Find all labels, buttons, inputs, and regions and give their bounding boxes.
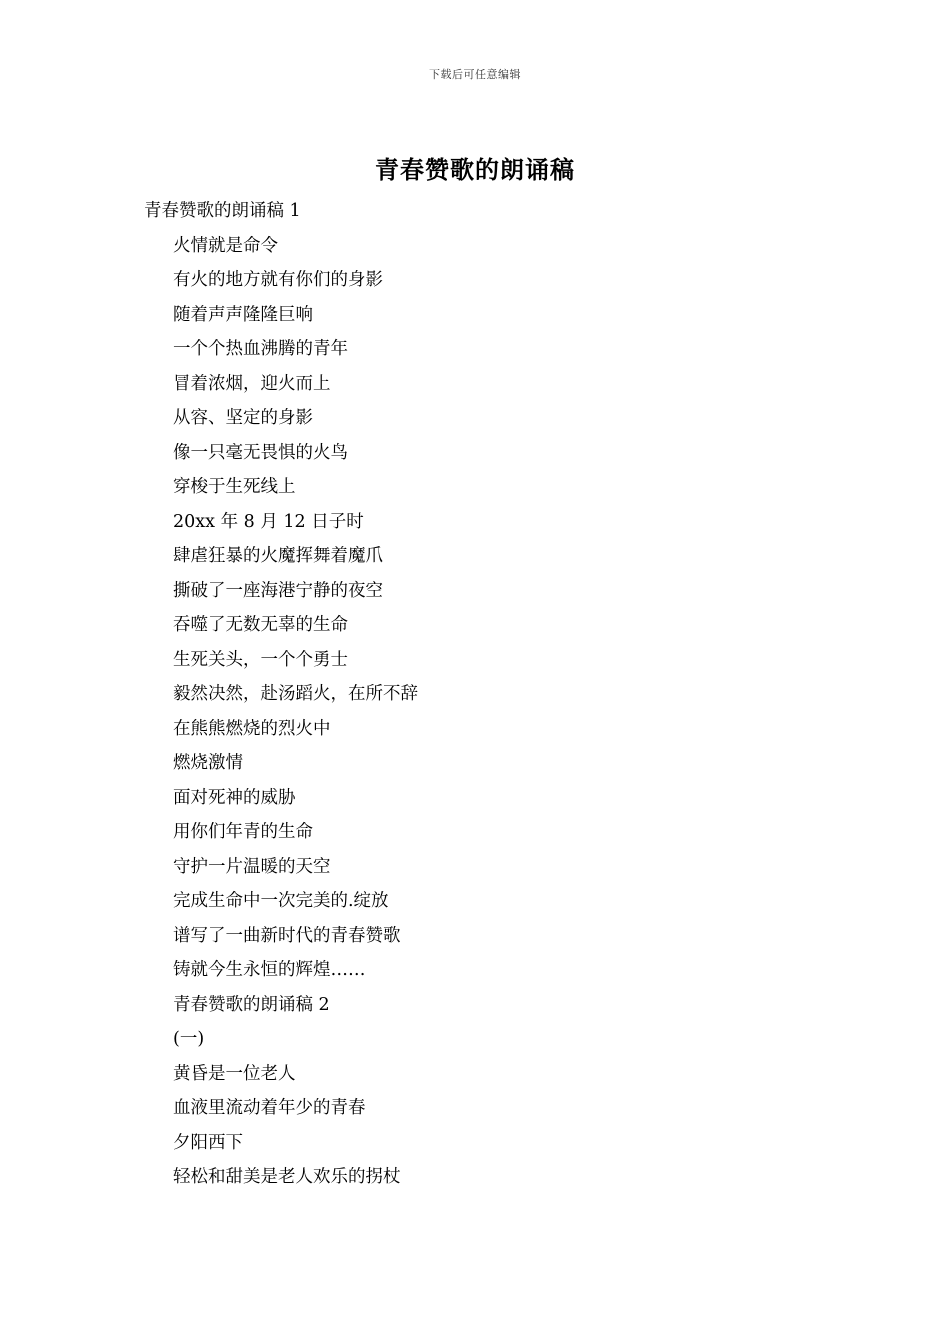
poem-line: 有火的地方就有你们的身影: [173, 270, 383, 290]
poem-line: 肆虐狂暴的火魔挥舞着魔爪: [173, 546, 383, 566]
poem-line: 生死关头，一个个勇士: [173, 649, 348, 670]
poem-line: 面对死神的威胁: [173, 787, 296, 808]
poem-line: 吞噬了无数无辜的生命: [173, 615, 348, 635]
poem-line: 血液里流动着年少的青春: [173, 1098, 366, 1118]
poem-line: 铸就今生永恒的辉煌……: [173, 960, 366, 980]
poem-line: 像一只毫无畏惧的火鸟: [173, 442, 348, 463]
poem-line: 一个个热血沸腾的青年: [173, 339, 348, 359]
page-header-note: 下载后可任意编辑: [429, 68, 521, 81]
poem-line: 毅然决然，赴汤蹈火，在所不辞: [173, 684, 418, 704]
poem-line: 撕破了一座海港宁静的夜空: [173, 580, 383, 601]
poem-line: 完成生命中一次完美的.绽放: [173, 891, 389, 911]
poem-line: 燃烧激情: [173, 753, 243, 773]
section-heading: 青春赞歌的朗诵稿 2: [173, 994, 330, 1015]
poem-line: 在熊熊燃烧的烈火中: [173, 718, 331, 739]
poem-line: 守护一片温暖的天空: [173, 856, 331, 877]
document-body: [144, 196, 824, 1197]
poem-line: 用你们年青的生命: [173, 822, 313, 842]
poem-line: (一): [173, 1029, 205, 1049]
poem-line: 黄昏是一位老人: [173, 1063, 296, 1084]
poem-line: 火情就是命令: [173, 235, 278, 256]
poem-line: 从容、坚定的身影: [173, 408, 313, 428]
poem-line: 夕阳西下: [173, 1132, 243, 1153]
poem-line: 随着声声隆隆巨响: [173, 304, 313, 325]
poem-line: 穿梭于生死线上: [173, 477, 296, 497]
document-title: 青春赞歌的朗诵稿: [375, 155, 575, 184]
poem-line: 20xx 年 8 月 12 日子时: [173, 511, 364, 532]
poem-line: 谱写了一曲新时代的青春赞歌: [173, 925, 401, 946]
section-heading: 青春赞歌的朗诵稿 1: [144, 201, 301, 221]
poem-line: 冒着浓烟，迎火而上: [173, 373, 331, 394]
poem-line: 轻松和甜美是老人欢乐的拐杖: [173, 1167, 401, 1187]
